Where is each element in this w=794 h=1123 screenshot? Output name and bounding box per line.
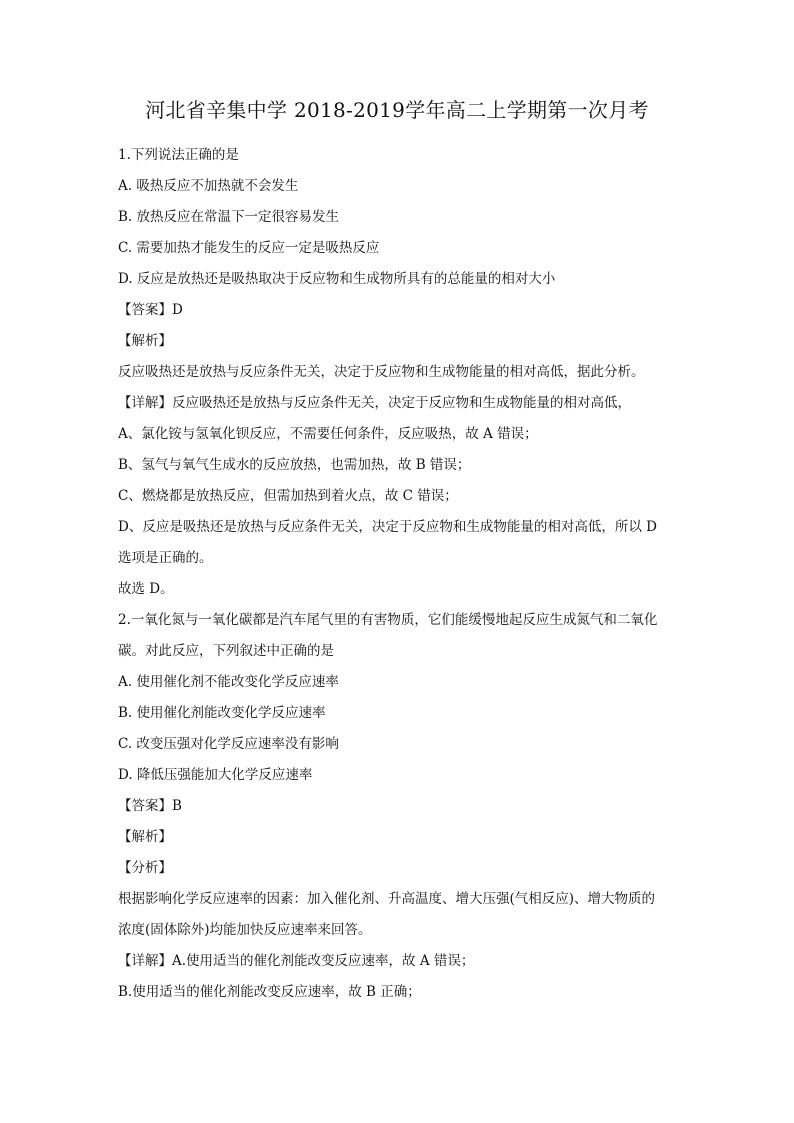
question-1-conclusion: 故选 D。 (118, 581, 174, 597)
question-2-answer: 【答案】B (118, 798, 182, 814)
question-1-stem: 1.下列说法正确的是 (118, 147, 239, 163)
question-2-option-d: D. 降低压强能加大化学反应速率 (118, 767, 313, 783)
question-2-detail-a: 【详解】A.使用适当的催化剂能改变反应速率，故 A 错误； (118, 953, 475, 969)
question-1-option-a: A. 吸热反应不加热就不会发生 (118, 178, 299, 194)
question-1-detail-heading: 【详解】反应吸热还是放热与反应条件无关，决定于反应物和生成物能量的相对高低， (118, 395, 631, 411)
question-2-stem: 2.一氧化氮与一氧化碳都是汽车尾气里的有害物质，它们能缓慢地起反应生成氮气和二氧化 (118, 612, 658, 628)
question-1-detail-d: D、反应是吸热还是放热与反应条件无关，决定于反应物和生成物能量的相对高低，所以 D (118, 519, 657, 535)
question-2-option-a: A. 使用催化剂不能改变化学反应速率 (118, 674, 339, 690)
question-1-analysis-heading: 【解析】 (118, 333, 172, 349)
question-1-detail-c: C、燃烧都是放热反应，但需加热到着火点，故 C 错误； (118, 488, 458, 504)
question-1-option-b: B. 放热反应在常温下一定很容易发生 (118, 209, 340, 225)
question-1-option-c: C. 需要加热才能发生的反应一定是吸热反应 (118, 240, 380, 256)
question-1-detail-a: A、氯化铵与氢氧化钡反应，不需要任何条件，反应吸热，故 A 错误； (118, 426, 538, 442)
question-1-detail-b: B、氢气与氧气生成水的反应放热，也需加热，故 B 错误； (118, 457, 471, 473)
question-1-detail-d-continued: 选项是正确的。 (118, 550, 213, 566)
question-2-analysis-text: 根据影响化学反应速率的因素：加入催化剂、升高温度、增大压强(气相反应)、增大物质的 (118, 891, 656, 907)
question-1-answer: 【答案】D (118, 302, 183, 318)
document-body (118, 140, 678, 1008)
question-2-option-b: B. 使用催化剂能改变化学反应速率 (118, 705, 326, 721)
question-2-detail-b: B.使用适当的催化剂能改变反应速率，故 B 正确； (118, 984, 421, 1000)
question-2-analysis-text-continued: 浓度(固体除外)均能加快反应速率来回答。 (118, 922, 372, 938)
question-2-option-c: C. 改变压强对化学反应速率没有影响 (118, 736, 339, 752)
document-title: 河北省辛集中学 2018-2019学年高二上学期第一次月考 (145, 98, 649, 122)
question-2-breakdown-heading: 【分析】 (118, 860, 172, 876)
question-2-stem-continued: 碳。对此反应，下列叙述中正确的是 (118, 643, 334, 659)
question-2-analysis-heading: 【解析】 (118, 829, 172, 845)
question-1-analysis-text: 反应吸热还是放热与反应条件无关，决定于反应物和生成物能量的相对高低，据此分析。 (118, 364, 645, 380)
question-1-option-d: D. 反应是放热还是吸热取决于反应物和生成物所具有的总能量的相对大小 (118, 271, 556, 287)
